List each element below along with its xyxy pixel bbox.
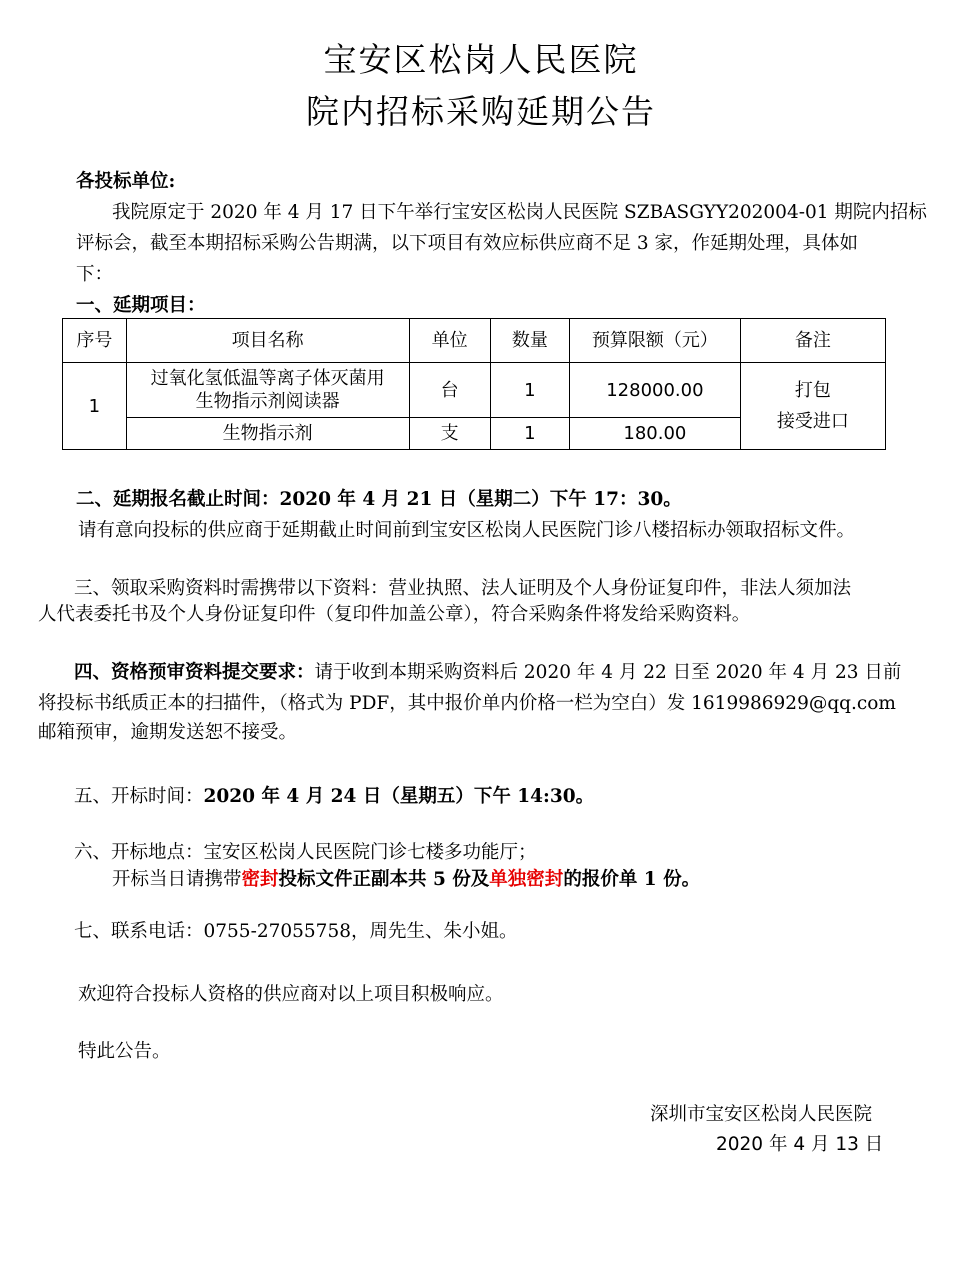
- section-6-line-1: 六、开标地点：宝安区松岗人民医院门诊七楼多功能厅；: [74, 842, 537, 863]
- remark-line-1: 打包: [794, 380, 831, 401]
- table-row: [63, 363, 886, 418]
- intro-line-1: 我院原定于 2020 年 4 月 17 日下午举行宝安区松岗人民医院 SZBASGYY202004-01 期院内招标: [112, 202, 927, 223]
- remark-line-2: 接受进口: [776, 411, 849, 432]
- greeting: 各投标单位:: [76, 171, 176, 192]
- section-6-text-c: 的报价单 1 份。: [563, 869, 701, 890]
- item-name-line-2: 生物指示剂阅读器: [195, 391, 340, 412]
- cell-budget: 128000.00: [569, 363, 740, 418]
- section-1-heading: 一、延期项目：: [76, 295, 206, 316]
- section-5-line: [74, 781, 594, 812]
- cell-quantity: 1: [490, 363, 569, 418]
- section-6-text-a: 开标当日请携带: [112, 869, 242, 890]
- section-2-text: 请有意向投标的供应商于延期截止时间前到宝安区松岗人民医院门诊八楼招标办领取招标文件。: [78, 520, 856, 541]
- section-6-text-b: 投标文件正副本共 5 份及: [278, 869, 490, 890]
- title-line-1: 宝安区松岗人民医院: [323, 40, 639, 79]
- item-name-line-1: 过氧化氢低温等离子体灭菌用: [150, 368, 385, 389]
- closing-notice: 特此公告。: [78, 1041, 171, 1062]
- cell-unit: 支: [409, 418, 490, 450]
- section-2-heading: 二、延期报名截止时间：2020 年 4 月 21 日（星期二）下午 17：30。: [76, 489, 682, 510]
- title-line-2: 院内招标采购延期公告: [306, 92, 656, 131]
- header-seq: 序号: [63, 319, 127, 363]
- header-unit: 单位: [409, 319, 490, 363]
- cell-seq: 1: [63, 363, 127, 450]
- cell-item-name: [126, 363, 409, 418]
- cell-unit: 台: [409, 363, 490, 418]
- cell-quantity: 1: [490, 418, 569, 450]
- section-4-label: 四、资格预审资料提交要求：: [74, 662, 315, 683]
- header-quantity: 数量: [490, 319, 569, 363]
- cell-item-name: 生物指示剂: [126, 418, 409, 450]
- section-3-line-1: 三、领取采购资料时需携带以下资料：营业执照、法人证明及个人身份证复印件，非法人须加法: [74, 578, 852, 599]
- header-budget: 预算限额（元）: [569, 319, 740, 363]
- section-7-line: 七、联系电话：0755-27055758，周先生、朱小姐。: [74, 921, 518, 942]
- closing-welcome: 欢迎符合投标人资格的供应商对以上项目积极响应。: [78, 984, 504, 1005]
- section-3-line-2: 人代表委托书及个人身份证复印件（复印件加盖公章），符合采购条件将发给采购资料。: [38, 604, 751, 625]
- signature-date: 2020 年 4 月 13 日: [716, 1134, 884, 1155]
- table-header-row: [63, 319, 886, 363]
- signature-org: 深圳市宝安区松岗人民医院: [650, 1104, 873, 1125]
- header-remark: 备注: [740, 319, 885, 363]
- header-item-name: 项目名称: [126, 319, 409, 363]
- section-5-value: 2020 年 4 月 24 日（星期五）下午 14:30。: [203, 786, 595, 807]
- intro-line-3: 下：: [76, 264, 114, 285]
- intro-line-2: 评标会，截至本期招标采购公告期满，以下项目有效应标供应商不足 3 家，作延期处理，具体如: [76, 233, 859, 254]
- extended-items-table: [62, 318, 886, 450]
- section-4-line-3: 邮箱预审，逾期发送恕不接受。: [38, 722, 298, 743]
- section-4-line-2: 将投标书纸质正本的扫描件，（格式为 PDF，其中报价单内价格一栏为空白）发 1619986929@qq.com: [38, 693, 896, 714]
- separately-sealed-emphasis: 单独密封: [489, 869, 564, 890]
- section-5-label: 五、开标时间：: [74, 786, 204, 807]
- cell-remark: [740, 363, 885, 450]
- section-4-line-1-text: 请于收到本期采购资料后 2020 年 4 月 22 日至 2020 年 4 月 23 日前: [314, 662, 902, 683]
- section-6-line-2: [112, 864, 700, 895]
- cell-budget: 180.00: [569, 418, 740, 450]
- sealed-emphasis: 密封: [241, 869, 279, 890]
- section-4-line-1: [74, 657, 901, 688]
